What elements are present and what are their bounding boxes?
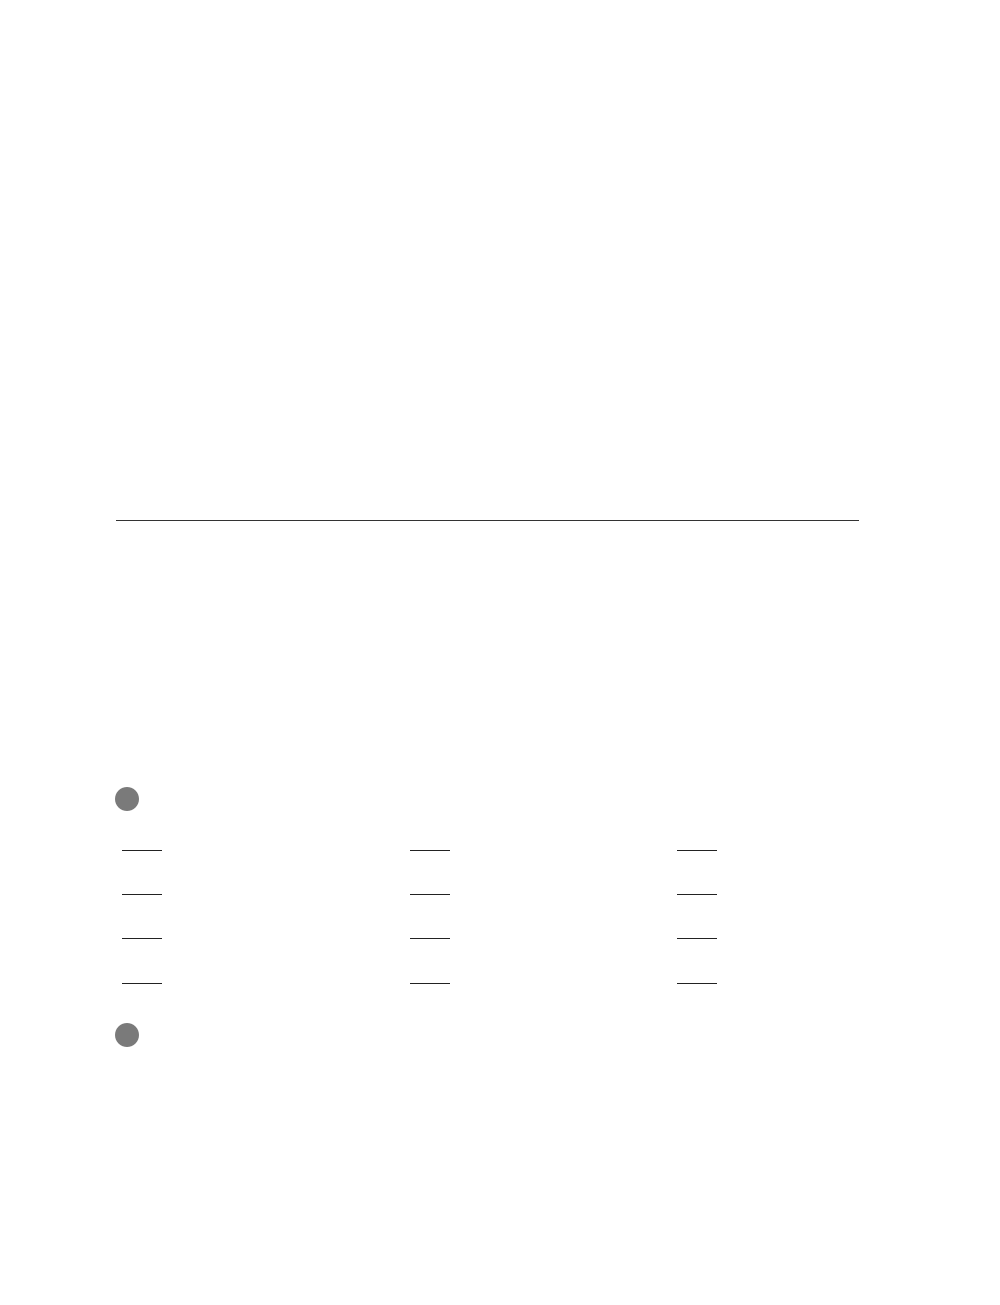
answer-blank[interactable] (122, 874, 162, 895)
example (404, 830, 450, 857)
answer-blank[interactable] (677, 830, 717, 851)
example (116, 963, 162, 990)
task-2-flower-badge (110, 396, 174, 460)
example (116, 830, 162, 857)
task-4 (110, 696, 880, 760)
example (116, 874, 162, 901)
bullet-dot (115, 787, 139, 811)
task-3-flower-badge (110, 561, 174, 625)
answer-blank[interactable] (410, 830, 450, 851)
top-leaf-border (75, 74, 925, 114)
example (671, 918, 717, 945)
example (404, 963, 450, 990)
example (404, 874, 450, 901)
task-2 (110, 396, 880, 466)
task-2-number (110, 396, 174, 460)
answer-blank[interactable] (122, 830, 162, 851)
answer-write-line[interactable] (116, 520, 859, 521)
task-3 (110, 561, 880, 661)
example (671, 874, 717, 901)
example (671, 830, 717, 857)
answer-blank[interactable] (410, 874, 450, 895)
task-1-flower-badge (110, 236, 174, 300)
task-4-number (110, 696, 174, 760)
example (671, 963, 717, 990)
task-4-flower-badge (110, 696, 174, 760)
example (404, 918, 450, 945)
example (116, 918, 162, 945)
bottom-leaf-border (75, 1178, 925, 1218)
answer-blank[interactable] (677, 963, 717, 984)
answer-blank[interactable] (122, 963, 162, 984)
answer-blank[interactable] (410, 918, 450, 939)
task-1 (110, 236, 880, 366)
answer-blank[interactable] (677, 918, 717, 939)
bullet-dot (115, 1023, 139, 1047)
task-3-number (110, 561, 174, 625)
answer-blank[interactable] (122, 918, 162, 939)
task-1-number (110, 236, 174, 300)
answer-blank[interactable] (410, 963, 450, 984)
answer-blank[interactable] (677, 874, 717, 895)
